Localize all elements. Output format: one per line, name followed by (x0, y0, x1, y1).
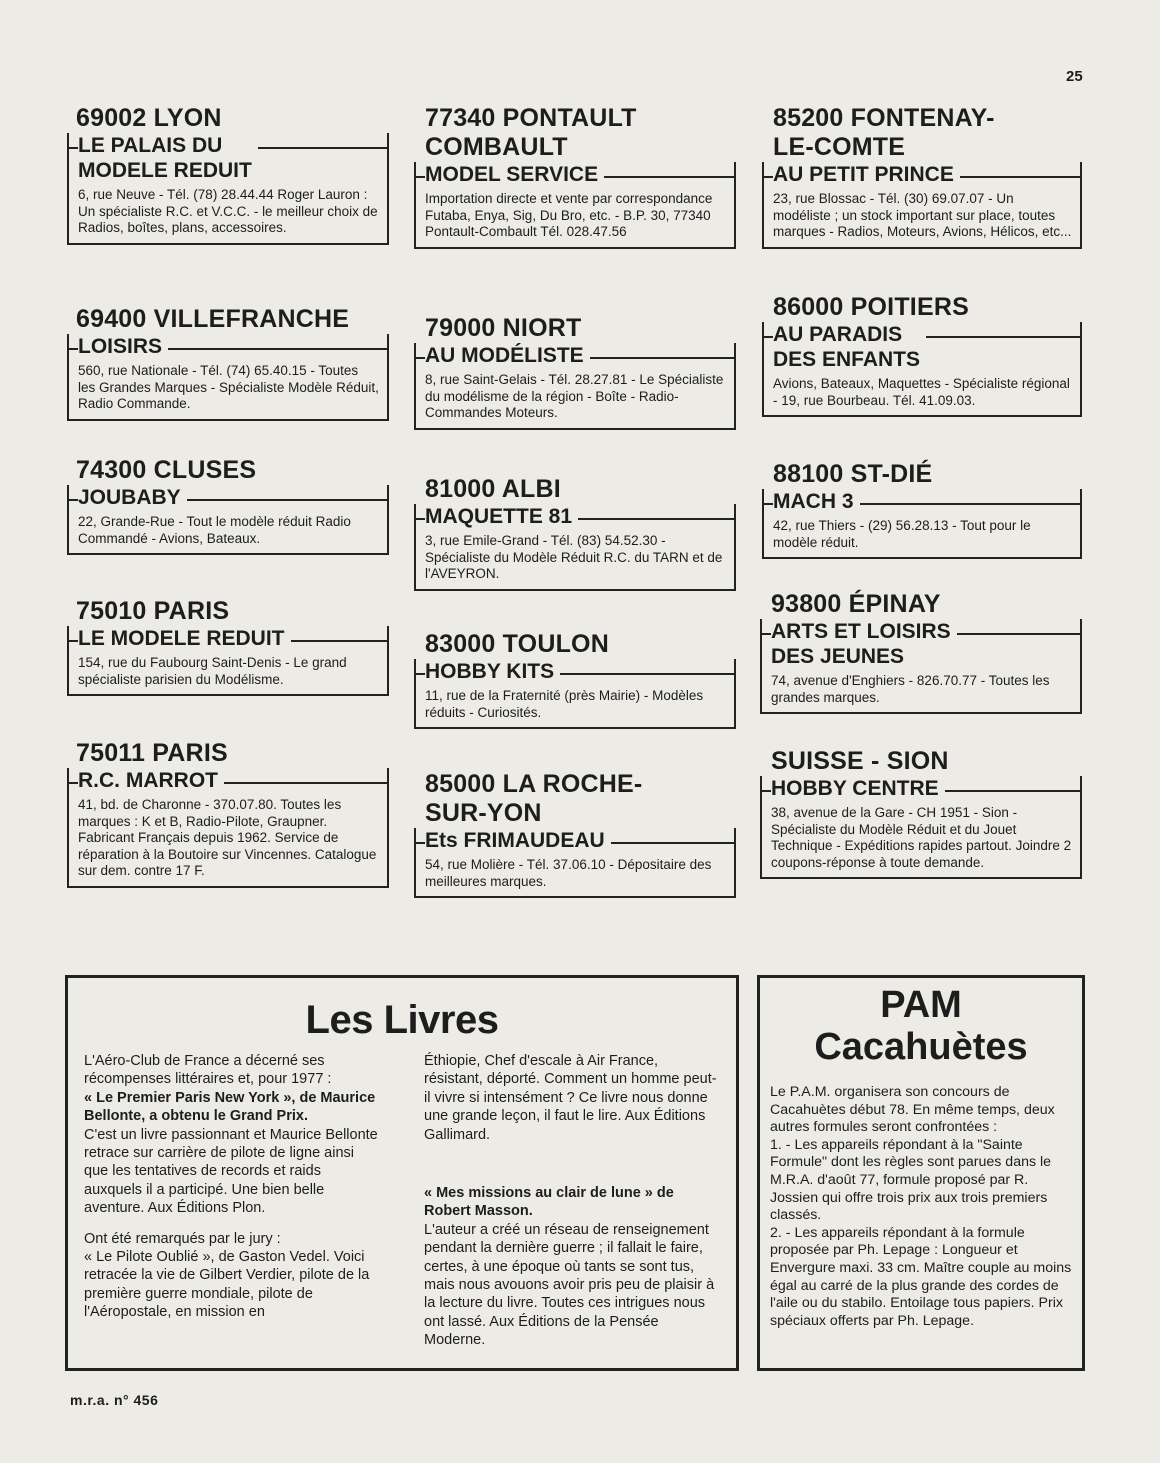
listing-box (760, 776, 1082, 879)
listing-desc: 23, rue Blossac - Tél. (30) 69.07.07 - Un modéliste ; un stock important sur place, toutes marques - Radios, Moteurs, Avions, Hélicos, etc... (773, 191, 1072, 239)
listing-shop: JOUBABY (78, 485, 187, 510)
listing-city: 75011 PARIS (76, 739, 228, 767)
listing-shop: Ets FRIMAUDEAU (425, 828, 611, 853)
listing-sion (760, 747, 1082, 879)
les-livres-title: Les Livres (305, 998, 499, 1042)
listing-box (67, 768, 389, 888)
listing-city: 83000 TOULON (425, 630, 609, 658)
listing-city: 77340 PONTAULT COMBAULT (425, 104, 637, 161)
listing-desc: 42, rue Thiers - (29) 56.28.13 - Tout pour le modèle réduit. (773, 518, 1031, 550)
listing-city: 85200 FONTENAY- LE-COMTE (773, 104, 995, 161)
listing-pontault (414, 104, 736, 249)
pam-paragraph: 2. - Les appareils répondant à la formule proposée par Ph. Lepage : Longueur et Envergure maxi. 33 cm. Maître couple au moins égal au carré de la plus grande des cordes de l'aile ou du stabilo. Entoilage tous papiers. Prix spéciaux offerts par Ph. Lepage. (770, 1224, 1072, 1329)
pam-paragraph: 1. - Les appareils répondant à la "Sainte Formule" dont les règles sont parues dans le M.R.A. d'août 77, formule proposé par R. Jossien qui offre trois prix aux trois premiers classés. (770, 1136, 1052, 1224)
listing-shop: AU PARADIS DES ENFANTS (773, 322, 926, 372)
listing-box (67, 485, 389, 555)
listing-box (414, 162, 736, 249)
listing-shop: AU MODÉLISTE (425, 343, 590, 368)
listing-box (762, 489, 1082, 559)
listing-desc: 54, rue Molière - Tél. 37.06.10 - Dépositaire des meilleures marques. (425, 857, 712, 889)
listing-fontenay (762, 104, 1082, 249)
listing-desc: Avions, Bateaux, Maquettes - Spécialiste régional - 19, rue Bourbeau. Tél. 41.09.03. (773, 376, 1070, 408)
pam-paragraph: Le P.A.M. organisera son concours de Cacahuètes début 78. En même temps, deux autres formules seront confrontées : (770, 1084, 1055, 1136)
listing-poitiers (762, 293, 1082, 417)
listing-desc: 41, bd. de Charonne - 370.07.80. Toutes les marques : K et B, Radio-Pilote, Graupner. Fabricant Français depuis 1962. Service de réparation à la Boutoire sur Vincennes. Catalogue sur dem. contre 17 F. (78, 797, 377, 878)
listing-albi (414, 475, 736, 591)
listing-shop: R.C. MARROT (78, 768, 224, 793)
listing-city: 81000 ALBI (425, 475, 561, 503)
listing-city: 75010 PARIS (76, 597, 230, 625)
listing-desc: 11, rue de la Fraternité (près Mairie) - Modèles réduits - Curiosités. (425, 688, 704, 720)
livres-paragraph: L'Aéro-Club de France a décerné ses récompenses littéraires et, pour 1977 : (84, 1053, 332, 1088)
listing-cluses (67, 456, 389, 555)
listing-city: 69002 LYON (76, 104, 222, 132)
listing-desc: 8, rue Saint-Gelais - Tél. 28.27.81 - Le Spécialiste du modélisme de la région - Boîte - Radio-Commandes Moteurs. (425, 372, 724, 420)
listing-lyon (67, 104, 389, 245)
listing-desc: 22, Grande-Rue - Tout le modèle réduit Radio Commandé - Avions, Bateaux. (78, 514, 351, 546)
listing-city: 79000 NIORT (425, 314, 582, 342)
livres-right-column (424, 1052, 720, 1350)
listing-shop: MODEL SERVICE (425, 162, 604, 187)
listing-shop: LOISIRS (78, 334, 168, 359)
listing-shop: ARTS ET LOISIRS DES JEUNES (771, 619, 957, 669)
listing-box (760, 619, 1082, 714)
page-number: 25 (1066, 68, 1083, 85)
listing-shop: MACH 3 (773, 489, 860, 514)
listing-shop: MAQUETTE 81 (425, 504, 578, 529)
listing-box (762, 162, 1082, 249)
listing-box (414, 659, 736, 729)
listing-box (67, 133, 389, 245)
livres-paragraph: Éthiopie, Chef d'escale à Air France, résistant, déporté. Comment un homme peut-il vivre si intensément ? Ce livre nous donne une grande leçon, il faut le lire. Aux Éditions Gallimard. (424, 1053, 717, 1143)
livres-paragraph: « Le Pilote Oublié », de Gaston Vedel. Voici retracée la vie de Gilbert Verdier, pilote de la première guerre mondiale, pilote de l'Aéropostale, en mission en (84, 1249, 370, 1321)
listing-niort (414, 314, 736, 430)
listing-shop: AU PETIT PRINCE (773, 162, 960, 187)
listing-box (414, 828, 736, 898)
listing-box (414, 504, 736, 591)
listing-city: 69400 VILLEFRANCHE (76, 305, 350, 333)
listing-box (414, 343, 736, 430)
listing-epinay (760, 590, 1082, 714)
listing-la-roche (414, 770, 736, 898)
livres-paragraph: Ont été remarqués par le jury : (84, 1230, 281, 1247)
pam-box (757, 975, 1085, 1371)
les-livres-box (65, 975, 739, 1371)
listing-shop: HOBBY KITS (425, 659, 560, 684)
listing-city: 86000 POITIERS (773, 293, 969, 321)
listing-paris-11 (67, 739, 389, 888)
listing-desc: Importation directe et vente par correspondance Futaba, Enya, Sig, Du Bro, etc. - B.P. 30, 77340 Pontault-Combault Tél. 028.47.56 (425, 191, 713, 239)
livres-paragraph: « Mes missions au clair de lune » de Robert Masson. (424, 1185, 674, 1220)
listing-city: 74300 CLUSES (76, 456, 257, 484)
pam-title: PAM Cacahuètes (814, 984, 1028, 1068)
listing-city: 85000 LA ROCHE- SUR-YON (425, 770, 643, 827)
listing-desc: 3, rue Emile-Grand - Tél. (83) 54.52.30 - Spécialiste du Modèle Réduit R.C. du TARN et de l'AVEYRON. (425, 533, 723, 581)
listing-shop: HOBBY CENTRE (771, 776, 945, 801)
listing-desc: 154, rue du Faubourg Saint-Denis - Le grand spécialiste parisien du Modélisme. (78, 655, 347, 687)
listing-shop: LE MODELE REDUIT (78, 626, 291, 651)
listing-city: 93800 ÉPINAY (771, 590, 941, 618)
listing-city: SUISSE - SION (771, 747, 949, 775)
listing-desc: 38, avenue de la Gare - CH 1951 - Sion - Spécialiste du Modèle Réduit et du Jouet Technique - Expéditions rapides partout. Joindre 2 coupons-réponse à toute demande. (771, 805, 1072, 870)
livres-paragraph: C'est un livre passionnant et Maurice Bellonte retrace sur carrière de pilote de ligne ainsi que les tentatives de records et raids auxquels il a participé. Une bien belle aventure. Aux Éditions Plon. (84, 1126, 378, 1217)
listing-box (67, 626, 389, 696)
livres-left-column (84, 1052, 380, 1322)
listing-box (762, 322, 1082, 417)
livres-paragraph: L'auteur a créé un réseau de renseignement pendant la dernière guerre ; il fallait le faire, certes, à une époque où tants se sont tus, mais nous avouons avoir pris peu de plaisir à la lecture du livre. Toutes ces intrigues nous ont lassé. Aux Éditions de la Pensée Moderne. (424, 1221, 715, 1349)
listing-paris-10 (67, 597, 389, 696)
pam-text (760, 1084, 1082, 1330)
listing-desc: 74, avenue d'Enghiers - 826.70.77 - Toutes les grandes marques. (771, 673, 1050, 705)
listing-st-die (762, 460, 1082, 559)
footer-issue: m.r.a. n° 456 (70, 1392, 159, 1408)
listing-villefranche (67, 305, 389, 421)
listing-shop: LE PALAIS DU MODELE REDUIT (78, 133, 258, 183)
listing-box (67, 334, 389, 421)
listing-toulon (414, 630, 736, 729)
listing-desc: 560, rue Nationale - Tél. (74) 65.40.15 - Toutes les Grandes Marques - Spécialiste Modèle Réduit, Radio Commande. (78, 363, 379, 411)
listing-desc: 6, rue Neuve - Tél. (78) 28.44.44 Roger Lauron : Un spécialiste R.C. et V.C.C. - le meilleur choix de Radios, boîtes, plans, accessoires. (78, 187, 378, 235)
listing-city: 88100 ST-DIÉ (773, 460, 933, 488)
livres-paragraph: « Le Premier Paris New York », de Maurice Bellonte, a obtenu le Grand Prix. (84, 1089, 376, 1125)
